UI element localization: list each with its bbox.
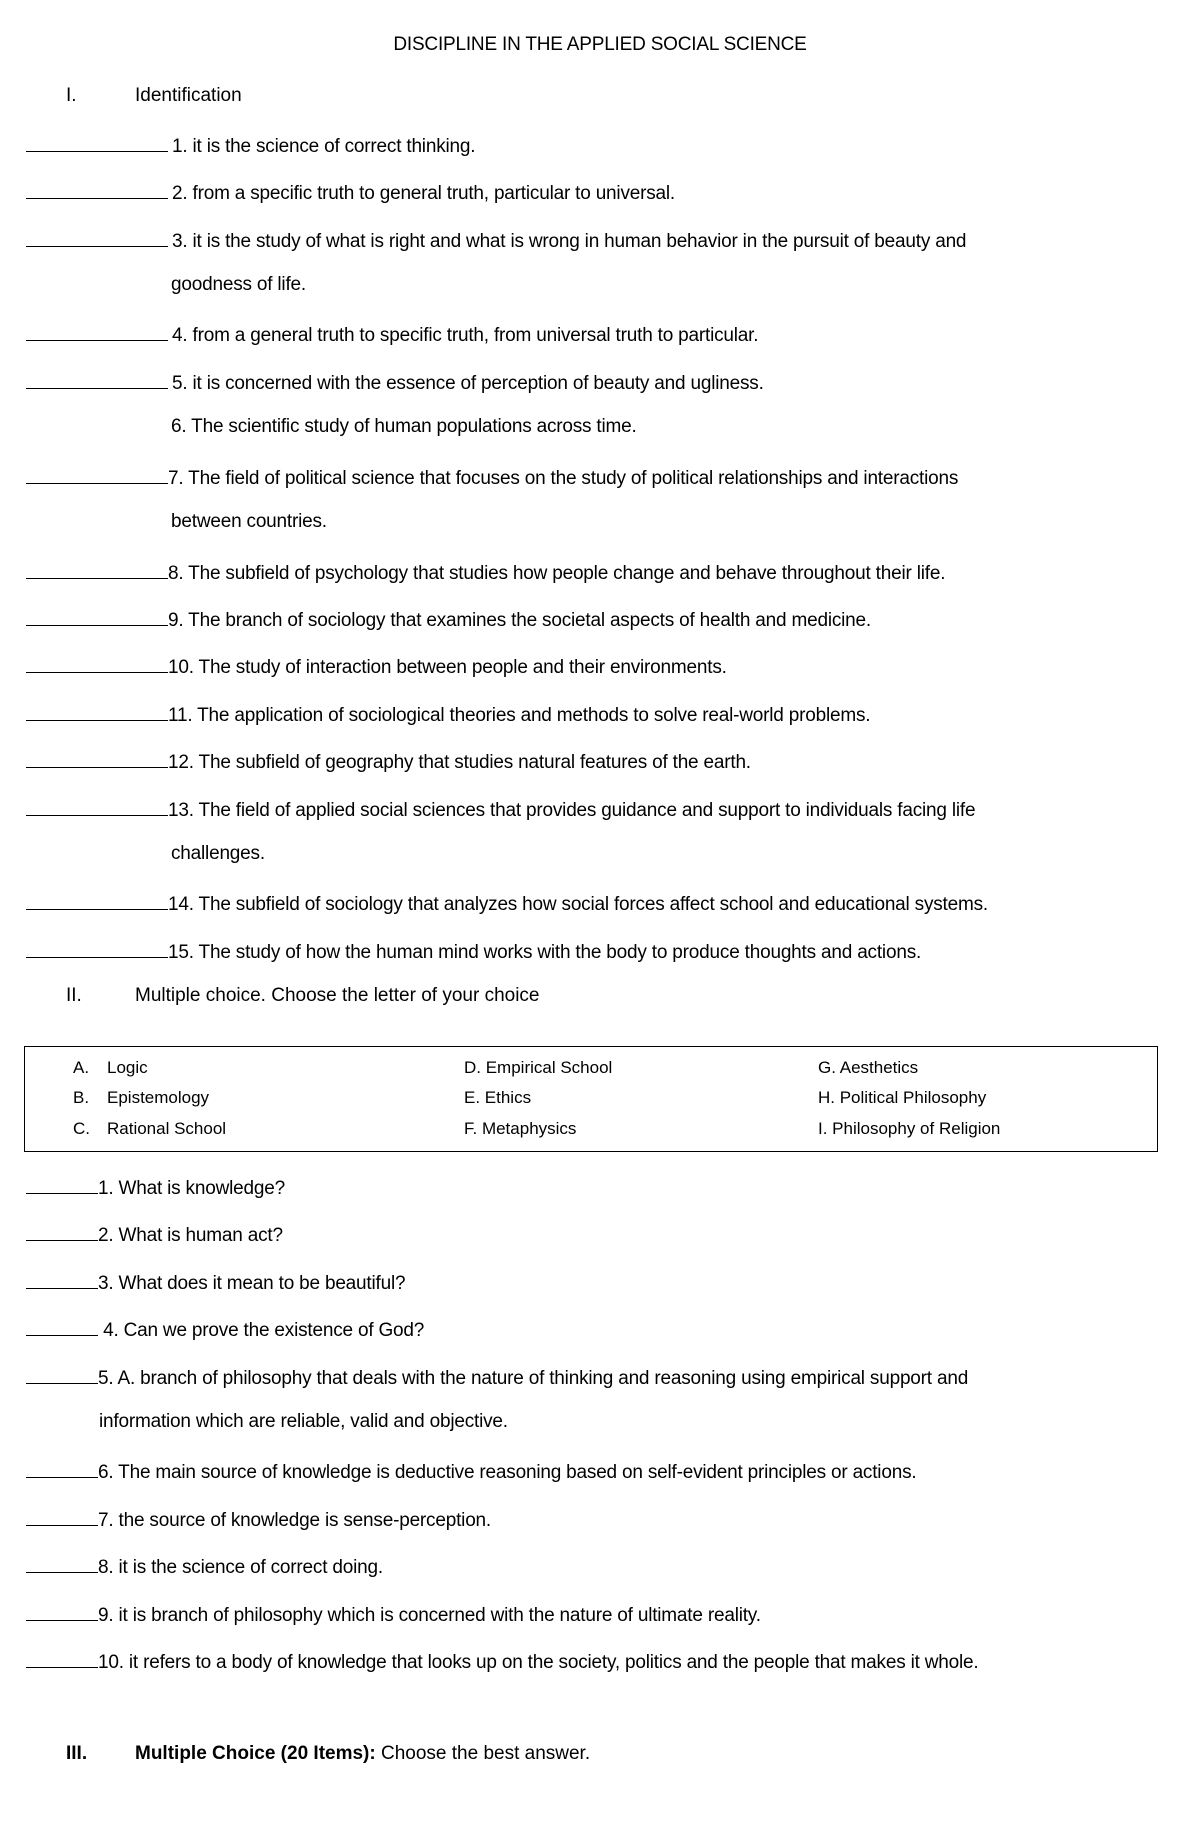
choice-h: H. Political Philosophy bbox=[818, 1088, 987, 1107]
answer-blank[interactable] bbox=[26, 176, 168, 199]
answer-blank[interactable] bbox=[26, 793, 168, 816]
multiple-choice-item-8: 8. it is the science of correct doing. bbox=[26, 1550, 383, 1578]
section-2-number: II. bbox=[66, 985, 82, 1006]
identification-item-9: 9. The branch of sociology that examines the societal aspects of health and medicine. bbox=[26, 603, 871, 631]
answer-blank[interactable] bbox=[26, 366, 168, 389]
section-3-number: III. bbox=[66, 1743, 88, 1764]
multiple-choice-item-3: 3. What does it mean to be beautiful? bbox=[26, 1266, 405, 1294]
identification-item-7: 7. The field of political science that focuses on the study of political relationships and interactions bbox=[26, 461, 958, 489]
multiple-choice-item-9: 9. it is branch of philosophy which is concerned with the nature of ultimate reality. bbox=[26, 1598, 761, 1626]
answer-blank[interactable] bbox=[26, 1266, 98, 1289]
multiple-choice-item-4: 4. Can we prove the existence of God? bbox=[26, 1313, 424, 1341]
identification-item-1: 1. it is the science of correct thinking. bbox=[26, 129, 475, 157]
answer-blank[interactable] bbox=[26, 129, 168, 152]
choices-box bbox=[24, 1046, 1158, 1152]
section-1-title: Identification bbox=[135, 85, 242, 106]
answer-blank[interactable] bbox=[26, 935, 168, 958]
identification-item-13: 13. The field of applied social sciences that provides guidance and support to individuals facing life bbox=[26, 793, 975, 821]
multiple-choice-item-6: 6. The main source of knowledge is deductive reasoning based on self-evident principles or actions. bbox=[26, 1455, 916, 1483]
choice-i: I. Philosophy of Religion bbox=[818, 1119, 1001, 1138]
multiple-choice-item-1: 1. What is knowledge? bbox=[26, 1171, 285, 1199]
answer-blank[interactable] bbox=[26, 698, 168, 721]
identification-item-15: 15. The study of how the human mind works with the body to produce thoughts and actions. bbox=[26, 935, 921, 963]
choice-d: D. Empirical School bbox=[464, 1058, 613, 1077]
choice-e: E. Ethics bbox=[464, 1088, 532, 1107]
identification-item-4: 4. from a general truth to specific truth, from universal truth to particular. bbox=[26, 318, 758, 346]
identification-item-13-continued: challenges. bbox=[171, 843, 265, 864]
page-title: DISCIPLINE IN THE APPLIED SOCIAL SCIENCE bbox=[393, 34, 807, 55]
answer-blank[interactable] bbox=[26, 1361, 98, 1384]
section-2-title: Multiple choice. Choose the letter of your choice bbox=[135, 985, 540, 1006]
answer-blank[interactable] bbox=[26, 1455, 98, 1478]
answer-blank[interactable] bbox=[26, 318, 168, 341]
choice-g: G. Aesthetics bbox=[818, 1058, 919, 1077]
multiple-choice-item-7: 7. the source of knowledge is sense-perception. bbox=[26, 1503, 491, 1531]
choice-f: F. Metaphysics bbox=[464, 1119, 577, 1138]
answer-blank[interactable] bbox=[26, 603, 168, 626]
identification-item-10: 10. The study of interaction between people and their environments. bbox=[26, 650, 727, 678]
answer-blank[interactable] bbox=[26, 224, 168, 247]
identification-item-3: 3. it is the study of what is right and what is wrong in human behavior in the pursuit of beauty and bbox=[26, 224, 966, 252]
identification-item-5: 5. it is concerned with the essence of perception of beauty and ugliness. bbox=[26, 366, 764, 394]
answer-blank[interactable] bbox=[26, 1171, 98, 1194]
multiple-choice-item-10: 10. it refers to a body of knowledge that looks up on the society, politics and the people that makes it whole. bbox=[26, 1645, 979, 1673]
answer-blank[interactable] bbox=[26, 556, 168, 579]
answer-blank[interactable] bbox=[26, 1313, 98, 1336]
answer-blank[interactable] bbox=[26, 1218, 98, 1241]
multiple-choice-item-5-continued: information which are reliable, valid and objective. bbox=[99, 1411, 508, 1432]
identification-item-2: 2. from a specific truth to general truth, particular to universal. bbox=[26, 176, 675, 204]
choice-a: A. Logic bbox=[73, 1058, 148, 1077]
answer-blank[interactable] bbox=[26, 650, 168, 673]
choice-c: C. Rational School bbox=[73, 1119, 227, 1138]
identification-item-12: 12. The subfield of geography that studies natural features of the earth. bbox=[26, 745, 751, 773]
answer-blank[interactable] bbox=[26, 1503, 98, 1526]
identification-item-6: 6. The scientific study of human populations across time. bbox=[171, 416, 637, 437]
section-3-title: Multiple Choice (20 Items): Choose the best answer. bbox=[135, 1743, 591, 1764]
answer-blank[interactable] bbox=[26, 887, 168, 910]
answer-blank[interactable] bbox=[26, 745, 168, 768]
identification-item-8: 8. The subfield of psychology that studies how people change and behave throughout their life. bbox=[26, 556, 945, 584]
section-1-number: I. bbox=[66, 85, 77, 106]
answer-blank[interactable] bbox=[26, 1550, 98, 1573]
identification-item-3-continued: goodness of life. bbox=[171, 274, 306, 295]
choice-b: B. Epistemology bbox=[73, 1088, 210, 1107]
identification-item-7-continued: between countries. bbox=[171, 511, 327, 532]
identification-item-11: 11. The application of sociological theories and methods to solve real-world problems. bbox=[26, 698, 870, 726]
multiple-choice-item-5: 5. A. branch of philosophy that deals with the nature of thinking and reasoning using empirical support and bbox=[26, 1361, 968, 1389]
answer-blank[interactable] bbox=[26, 1645, 98, 1668]
multiple-choice-item-2: 2. What is human act? bbox=[26, 1218, 283, 1246]
answer-blank[interactable] bbox=[26, 461, 168, 484]
identification-item-14: 14. The subfield of sociology that analyzes how social forces affect school and educational systems. bbox=[26, 887, 988, 915]
answer-blank[interactable] bbox=[26, 1598, 98, 1621]
